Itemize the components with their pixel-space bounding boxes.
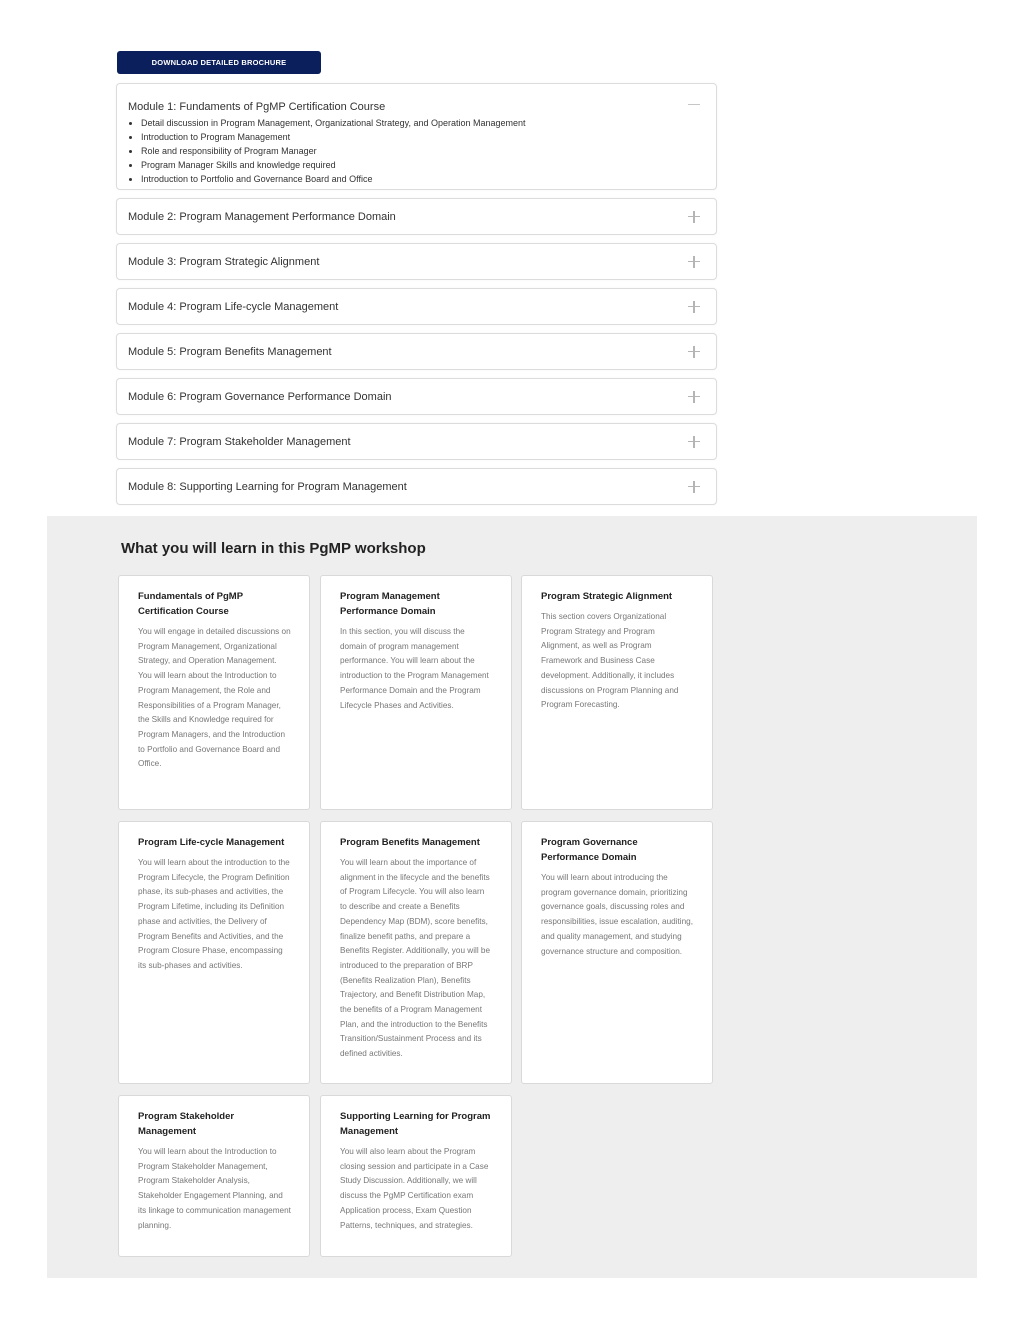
module-4-header[interactable] bbox=[117, 289, 716, 324]
module-5-header[interactable] bbox=[117, 334, 716, 369]
module-title: Module 1: Fundaments of PgMP Certification Course bbox=[128, 101, 386, 113]
module-topic: • Role and responsibility of Program Manager bbox=[141, 144, 704, 158]
card-text: You will engage in detailed discussions on Program Management, Organizational Strategy, and Operation Management. You will learn about the Introduction to Program Management, the Role and Responsibilities of a Program Manager, the Skills and Knowledge required for Program Managers, and the Introduction to Portfolio and Governance Board and Office. bbox=[138, 627, 291, 769]
module-1-content bbox=[117, 116, 716, 192]
module-2-header[interactable] bbox=[117, 199, 716, 234]
learn-card bbox=[320, 1095, 512, 1257]
card-text: In this section, you will discuss the domain of program management performance. You will learn about the introduction to the Program Management Performance Domain and the Program Lifecycle Phases and Activities. bbox=[340, 627, 489, 710]
collapse-icon[interactable] bbox=[686, 97, 702, 113]
module-4-panel[interactable] bbox=[116, 288, 717, 325]
card-text: You will learn about the importance of alignment in the lifecycle and the benefits of Program Lifecycle. You will also learn to describe and create a Benefits Dependency Map (BDM), score benefits, finalize benefit paths, and prepare a Benefits Register. Additionally, you will be introduced to the preparation of BRP (Benefits Realization Plan), Benefits Trajectory, and Benefit Distribution Map, the benefits of a Program Management Plan, and the introduction to the Benefits Transition/Sustainment Process and its defined activities. bbox=[340, 858, 491, 1059]
card-title: Program Strategic Alignment bbox=[541, 591, 673, 602]
card-title: Fundamentals of PgMP Certification Course bbox=[138, 591, 243, 617]
card-title: Program Benefits Management bbox=[340, 837, 480, 848]
module-title: Module 4: Program Life-cycle Management bbox=[128, 300, 339, 313]
card-title: Supporting Learning for Program Management bbox=[340, 1111, 491, 1137]
module-5-panel[interactable] bbox=[116, 333, 717, 370]
module-topic: • Introduction to Program Management bbox=[141, 130, 704, 144]
learn-card bbox=[320, 821, 512, 1084]
expand-icon[interactable] bbox=[686, 344, 702, 360]
modules-accordion bbox=[116, 83, 717, 513]
module-title: Module 3: Program Strategic Alignment bbox=[128, 255, 320, 268]
module-title: Module 6: Program Governance Performance Domain bbox=[128, 390, 392, 403]
download-brochure-button[interactable]: DOWNLOAD DETAILED BROCHURE bbox=[117, 51, 321, 74]
card-title: Program Life-cycle Management bbox=[138, 837, 285, 848]
module-7-header[interactable] bbox=[117, 424, 716, 459]
module-topic: • Program Manager Skills and knowledge required bbox=[141, 158, 704, 172]
card-title: Program Stakeholder Management bbox=[138, 1111, 235, 1137]
expand-icon[interactable] bbox=[686, 299, 702, 315]
learn-card bbox=[521, 821, 713, 1084]
card-text: You will learn about the Introduction to Program Stakeholder Management, Program Stakeholder Analysis, Stakeholder Engagement Planning, and its linkage to communication management planning. bbox=[138, 1147, 291, 1230]
module-topic: • Introduction to Portfolio and Governance Board and Office bbox=[141, 172, 704, 186]
expand-icon[interactable] bbox=[686, 434, 702, 450]
card-text: You will also learn about the Program closing session and participate in a Case Study Discussion. Additionally, we will discuss the PgMP Certification exam Application process, Exam Question Patterns, techniques, and strategies. bbox=[340, 1147, 489, 1230]
section-heading: What you will learn in this PgMP workshop bbox=[121, 540, 426, 557]
learn-card bbox=[521, 575, 713, 810]
learn-card bbox=[118, 1095, 310, 1257]
expand-icon[interactable] bbox=[686, 389, 702, 405]
module-title: Module 7: Program Stakeholder Management bbox=[128, 435, 351, 448]
module-3-panel[interactable] bbox=[116, 243, 717, 280]
card-text: You will learn about the introduction to the Program Lifecycle, the Program Definition phase, its sub-phases and activities, the Program Lifetime, including its Definition phase and activities, the Delivery of Program Benefits and Activities, and the Program Closure Phase, encompassing its sub-phases and activities. bbox=[138, 858, 290, 970]
card-title: Program Management Performance Domain bbox=[340, 591, 440, 617]
expand-icon[interactable] bbox=[686, 209, 702, 225]
module-2-panel[interactable] bbox=[116, 198, 717, 235]
module-3-header[interactable] bbox=[117, 244, 716, 279]
module-7-panel[interactable] bbox=[116, 423, 717, 460]
learn-card bbox=[320, 575, 512, 810]
card-text: You will learn about introducing the program governance domain, prioritizing governance goals, discussing roles and responsibilities, issue escalation, auditing, and quality management, and studying governance structure and composition. bbox=[541, 873, 694, 956]
card-text: This section covers Organizational Program Strategy and Program Alignment, as well as Program Framework and Business Case development. Additionally, it includes discussions on Program Planning and Program Forecasting. bbox=[541, 612, 679, 710]
module-6-panel[interactable] bbox=[116, 378, 717, 415]
module-title: Module 8: Supporting Learning for Program Management bbox=[128, 480, 407, 493]
module-1-panel bbox=[116, 83, 717, 190]
module-8-panel[interactable] bbox=[116, 468, 717, 505]
module-title: Module 5: Program Benefits Management bbox=[128, 345, 332, 358]
learn-card bbox=[118, 575, 310, 810]
module-topic: • Detail discussion in Program Management, Organizational Strategy, and Operation Management bbox=[141, 116, 704, 130]
module-title: Module 2: Program Management Performance Domain bbox=[128, 210, 396, 223]
module-6-header[interactable] bbox=[117, 379, 716, 414]
card-title: Program Governance Performance Domain bbox=[541, 837, 638, 863]
learn-section bbox=[47, 516, 977, 1278]
expand-icon[interactable] bbox=[686, 479, 702, 495]
module-8-header[interactable] bbox=[117, 469, 716, 504]
learn-card bbox=[118, 821, 310, 1084]
module-1-header[interactable] bbox=[117, 84, 716, 116]
expand-icon[interactable] bbox=[686, 254, 702, 270]
